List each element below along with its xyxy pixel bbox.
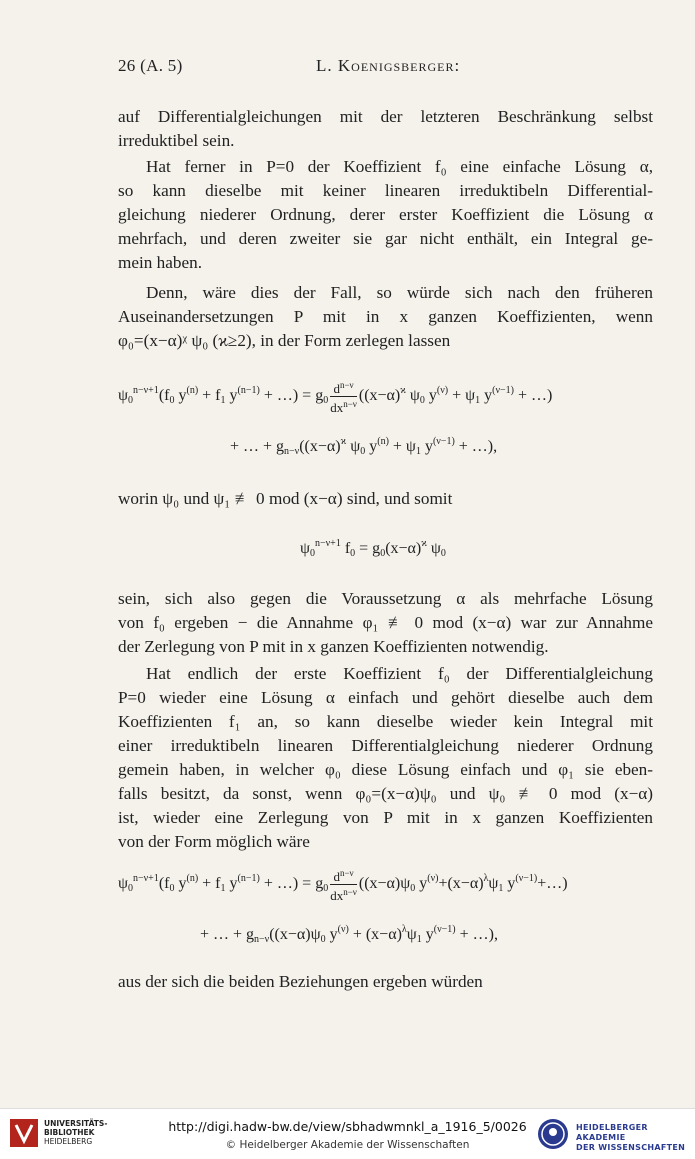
text-line: Denn, wäre dies der Fall, so würde sich nach den früheren [146, 283, 653, 302]
text-line: sein, sich also gegen die Voraussetzung α als mehrfache Lösung [118, 589, 653, 608]
source-url-link[interactable]: http://digi.hadw-bw.de/view/sbhadwmnkl_a_1916_5/0026 [168, 1119, 527, 1134]
text-line: ist, wieder eine Zerlegung von P mit in x ganzen Koeffizienten [118, 808, 653, 827]
text-line: von f₀ ergeben − die Annahme φ₁ ≢ 0 mod (x−α) war zur Annahme [118, 613, 653, 632]
text-line: φ₀=(x−α)ᵡ ψ₀ (ϰ≥2), in der Form zerlegen lassen [118, 331, 451, 350]
text-line: Koeffizienten f₁ an, so kann dieselbe wieder kein Integral mit [118, 712, 653, 731]
academy-seal-icon [536, 1117, 570, 1151]
text-line: mein haben. [118, 253, 202, 272]
equation-3-line-2: + … + $g_{n-\nu}((x-\alpha)\psi_0$ $y^{(\nu)} + (x-\alpha)^\lambda\psi_1$ $y^{(\nu-1)}$ + …), [200, 924, 498, 945]
text-line: P=0 wieder eine Lösung α einfach und gehört dieselbe auch dem [118, 688, 653, 707]
text-line: Hat ferner in P=0 der Koeffizient f₀ eine einfache Lösung α, [146, 157, 653, 176]
paragraph-4 [118, 487, 653, 511]
running-header [118, 56, 658, 80]
text-line: gleichung niederer Ordnung, derer erster Koeffizient die Lösung α [118, 205, 653, 224]
text-line: falls besitzt, da sonst, wenn φ₀=(x−α)ψ₀ und ψ₀ ≢ 0 mod (x−α) [118, 784, 653, 803]
logo-line: DER WISSENSCHAFTEN [576, 1143, 686, 1152]
text-line: mehrfach, und deren zweiter sie gar nicht enthält, ein Integral ge- [118, 229, 653, 248]
paragraph-3 [118, 281, 653, 353]
paragraph-5 [118, 587, 653, 659]
text-line: irreduktibel sein. [118, 131, 235, 150]
text-line: einer irreduktibeln linearen Differentialgleichung niederer Ordnung [118, 736, 653, 755]
paragraph-2 [118, 155, 653, 275]
text-line: der Zerlegung von P mit in x ganzen Koeffizienten notwendig. [118, 637, 549, 656]
text-line: Auseinandersetzungen P mit in x ganzen Koeffizienten, wenn [118, 307, 653, 326]
logo-line: UNIVERSITÄTS- [44, 1119, 108, 1128]
page-number: 26 (A. 5) [118, 56, 183, 75]
text-line: so kann dieselbe mit keiner linearen irreduktibeln Differential- [118, 181, 653, 200]
paragraph-6 [118, 662, 653, 854]
academy-label [576, 1123, 695, 1153]
equation-1-line-1: $\psi_0^{n-\nu+1}(f_0$ $y^{(n)} + f_1$ $y^{(n-1)}$ + …) = $g_0$ $\frac{d^{n-\nu}}{dx^{n-\nu}}$ ($(x-\alpha)^ϰ$ $\psi_0$ $y^{(\nu)} + \psi_1$ $y^{(\nu-1)}$ + …) [118, 380, 553, 415]
text-line: von der Form möglich wäre [118, 832, 310, 851]
logo-line: HEIDELBERG [44, 1137, 93, 1146]
text-line: Hat endlich der erste Koeffizient f₀ der Differentialgleichung [146, 664, 653, 683]
text-line: aus der sich die beiden Beziehungen ergeben würden [118, 972, 483, 991]
text-line: gemein haben, in welcher φ₀ diese Lösung einfach und φ₁ sie eben- [118, 760, 653, 779]
footer-bar [0, 1108, 695, 1159]
paragraph-7 [118, 970, 653, 994]
equation-3-line-1: $\psi_0^{n-\nu+1}(f_0$ $y^{(n)} + f_1$ $y^{(n-1)}$ + …) = $g_0$ $\frac{d^{n-\nu}}{dx^{n-\nu}}$ ($(x-\alpha)\psi_0$ $y^{(\nu)}+(x-\alpha)^\lambda\psi_1$ $y^{(\nu-1)}+\dots$) [118, 868, 568, 903]
paragraph-1 [118, 105, 653, 153]
equation-2: $\psi_0^{n-\nu+1}$ $f_0 = g_0(x-\alpha)^ϰ$ $\psi_0$ [300, 538, 446, 559]
equation-1-line-2: + … + $g_{n-\nu}((x-\alpha)^ϰ$ $\psi_0$ $y^{(n)} + \psi_1$ $y^{(\nu-1)}$ + …), [230, 436, 498, 457]
text-line: worin ψ₀ und ψ₁ ≢ 0 mod (x−α) sind, und somit [118, 489, 453, 508]
copyright-text: © Heidelberger Akademie der Wissenschaften [225, 1139, 470, 1151]
logo-line: HEIDELBERGER AKADEMIE [576, 1123, 648, 1142]
running-title: L. Koenigsberger: [316, 56, 461, 75]
logo-line: BIBLIOTHEK [44, 1128, 95, 1137]
text-line: auf Differentialgleichungen mit der letzteren Beschränkung selbst [118, 107, 653, 126]
